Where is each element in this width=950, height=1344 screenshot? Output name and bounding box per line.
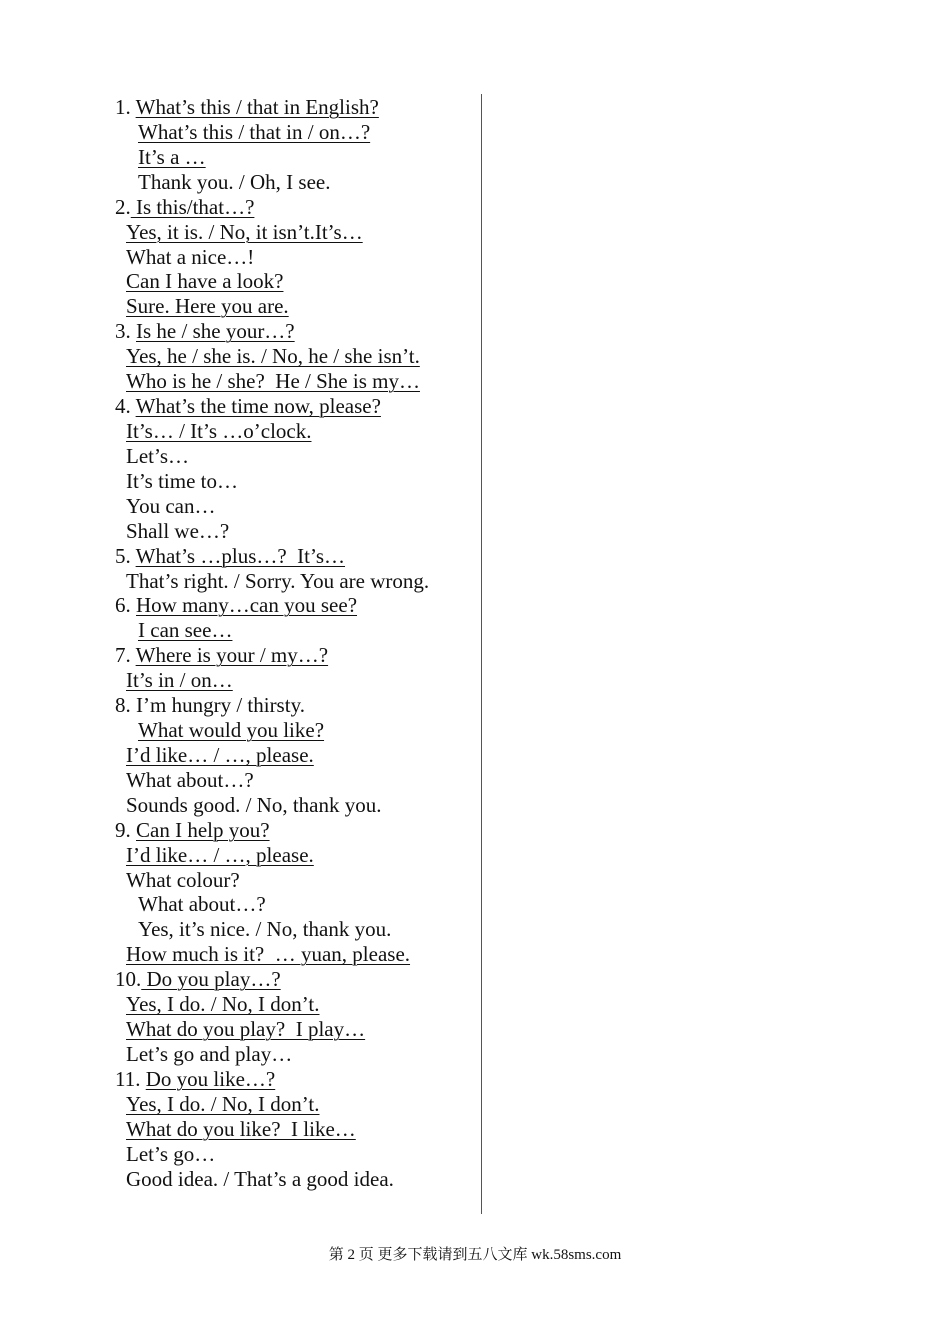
underlined-phrase: What’s this / that in English? (135, 95, 379, 119)
underlined-phrase: I’d like… / …, please. (126, 742, 314, 767)
dialogue-line (126, 469, 238, 494)
plain-phrase: 7. (115, 643, 136, 668)
underlined-phrase: How much is it? … yuan, please. (126, 942, 411, 967)
underlined-phrase: Who is he / she? He / She is my… (126, 369, 420, 394)
dialogue-line (126, 294, 289, 319)
underlined-phrase: Is this/that…? (130, 194, 255, 219)
plain-phrase: What about…? (126, 767, 254, 792)
underlined-phrase: What do you like? I like… (126, 1116, 356, 1141)
plain-phrase: It’s time to… (126, 468, 238, 493)
underlined-phrase: It’s… / It’s …o’clock. (126, 419, 312, 443)
plain-phrase: Sounds good. / No, thank you. (126, 792, 382, 817)
plain-phrase: Let’s go… (126, 1141, 216, 1166)
plain-phrase: 2. (115, 194, 131, 219)
dialogue-line (138, 892, 266, 917)
plain-phrase: Good idea. / That’s a good idea. (126, 1166, 394, 1191)
dialogue-line (126, 369, 420, 394)
underlined-phrase: Yes, I do. / No, I don’t. (126, 992, 320, 1017)
column-divider (481, 94, 482, 1214)
page-footer: 第 2 页 更多下载请到五八文库 wk.58sms.com (328, 1247, 622, 1263)
dialogue-line (115, 394, 381, 419)
dialogue-line (138, 917, 391, 942)
underlined-phrase: Can I help you? (136, 817, 270, 842)
underlined-phrase: Yes, he / she is. / No, he / she isn’t. (126, 344, 420, 369)
dialogue-line (126, 1117, 356, 1142)
dialogue-line (126, 245, 254, 270)
underlined-phrase: Sure. Here you are. (126, 294, 289, 319)
underlined-phrase: I can see… (138, 618, 233, 643)
plain-phrase: You can… (126, 493, 216, 518)
dialogue-line (126, 743, 314, 768)
plain-phrase: 9. (115, 817, 136, 842)
plain-phrase: 1. (115, 95, 136, 119)
plain-phrase: What a nice…! (126, 244, 255, 269)
underlined-phrase: Do you like…? (145, 1066, 276, 1091)
plain-phrase: That’s right. / Sorry. You are wrong. (126, 568, 430, 593)
dialogue-line (126, 1167, 394, 1192)
dialogue-line (115, 818, 270, 843)
dialogue-line (126, 344, 420, 369)
underlined-phrase: I’d like… / …, please. (126, 842, 314, 867)
dialogue-line (126, 419, 311, 444)
underlined-phrase: What’s …plus…? It’s… (135, 543, 346, 568)
dialogue-line (115, 967, 281, 992)
dialogue-line (126, 868, 240, 893)
dialogue-line (126, 444, 189, 469)
underlined-phrase: Yes, I do. / No, I don’t. (126, 1091, 320, 1116)
dialogue-line (126, 768, 254, 793)
dialogue-line (138, 170, 330, 195)
underlined-phrase: What’s the time now, please? (135, 394, 381, 418)
dialogue-line (115, 643, 328, 668)
plain-phrase: 8. I’m hungry / thirsty. (115, 693, 305, 718)
underlined-phrase: It’s a … (138, 144, 206, 169)
plain-phrase: What about…? (138, 892, 266, 917)
underlined-phrase: It’s in / on… (126, 668, 233, 693)
plain-phrase: Let’s go and play… (126, 1042, 293, 1066)
plain-phrase: 5. (115, 543, 136, 568)
dialogue-line (138, 145, 206, 170)
dialogue-line (115, 544, 345, 569)
dialogue-line (126, 1142, 215, 1167)
dialogue-line (115, 319, 295, 344)
plain-phrase: 11. (115, 1066, 146, 1091)
plain-phrase: 6. (115, 593, 136, 618)
plain-phrase: Yes, it’s nice. / No, thank you. (138, 917, 392, 942)
dialogue-line (115, 95, 379, 120)
dialogue-line (126, 1092, 320, 1117)
plain-phrase: 4. (115, 394, 136, 418)
dialogue-line (126, 992, 320, 1017)
underlined-phrase: Is he / she your…? (136, 319, 295, 344)
plain-phrase: 3. (115, 319, 136, 344)
dialogue-line (126, 494, 215, 519)
dialogue-line (126, 843, 314, 868)
dialogue-line (126, 1042, 292, 1067)
plain-phrase: Shall we…? (126, 518, 230, 543)
dialogue-line (126, 942, 410, 967)
dialogue-line (138, 618, 232, 643)
dialogue-line (115, 693, 305, 718)
underlined-phrase: Where is your / my…? (135, 643, 329, 668)
plain-phrase: Let’s… (126, 443, 189, 468)
dialogue-line (138, 120, 370, 145)
underlined-phrase: What would you like? (138, 718, 325, 742)
plain-phrase: Thank you. / Oh, I see. (138, 169, 331, 194)
dialogue-line (126, 1017, 365, 1042)
dialogue-line (126, 519, 229, 544)
dialogue-line (115, 593, 357, 618)
dialogue-line (138, 718, 324, 743)
dialogue-line (126, 569, 429, 594)
dialogue-line (126, 269, 283, 294)
underlined-phrase: What do you play? I play… (126, 1017, 366, 1041)
underlined-phrase: What’s this / that in / on…? (138, 119, 371, 144)
underlined-phrase: Do you play…? (141, 967, 281, 992)
dialogue-line (115, 195, 254, 220)
underlined-phrase: How many…can you see? (136, 593, 358, 618)
dialogue-line (126, 793, 382, 818)
plain-phrase: 10. (115, 967, 142, 992)
dialogue-line (126, 220, 363, 245)
dialogue-line (126, 668, 233, 693)
dialogue-line (115, 1067, 275, 1092)
plain-phrase: What colour? (126, 867, 240, 892)
underlined-phrase: Can I have a look? (126, 269, 284, 294)
underlined-phrase: Yes, it is. / No, it isn’t.It’s… (126, 219, 363, 244)
